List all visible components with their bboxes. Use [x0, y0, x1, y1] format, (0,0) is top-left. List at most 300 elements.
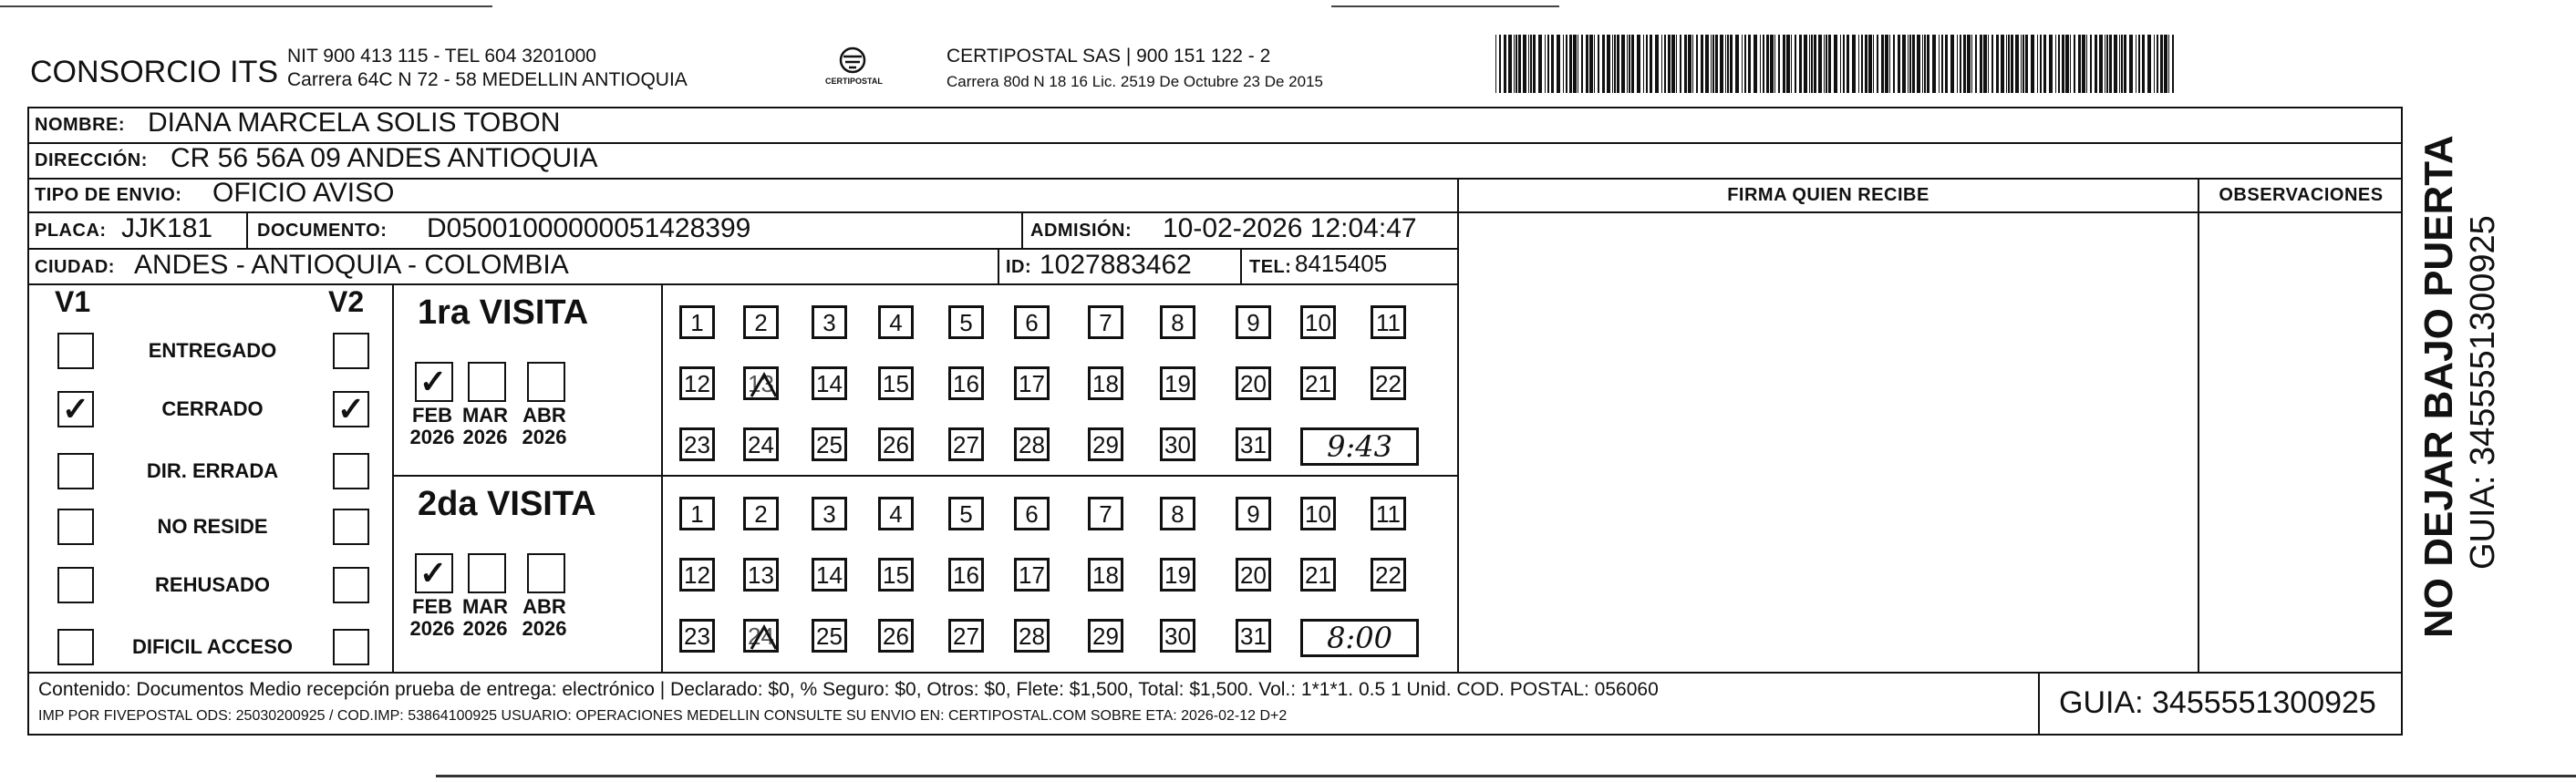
v1-checkbox[interactable] [57, 333, 94, 369]
status-option-label: CERRADO [161, 397, 264, 420]
barcode-bar [1941, 35, 1943, 93]
barcode-bar [2121, 35, 2123, 93]
first-visit-day-box[interactable]: 25 [812, 427, 847, 461]
first-visit-day-strike [746, 369, 781, 403]
second-visit-day-box[interactable]: 20 [1236, 558, 1271, 592]
second-visit-day-box[interactable]: 26 [878, 619, 914, 653]
barcode-bar [1612, 35, 1613, 93]
first-visit-month-checkbox[interactable] [468, 362, 506, 402]
barcode-bar [1763, 35, 1764, 93]
first-visit-day-box[interactable]: 11 [1371, 305, 1406, 339]
first-visit-day-box[interactable]: 29 [1088, 427, 1123, 461]
first-visit-day-box[interactable]: 26 [878, 427, 914, 461]
first-visit-day-box[interactable]: 10 [1300, 305, 1336, 339]
barcode-bar [1528, 35, 1529, 93]
barcode-bar [1754, 35, 1757, 93]
first-visit-year-label: 2026 [522, 426, 567, 448]
second-visit-day-box[interactable]: 7 [1088, 497, 1123, 530]
barcode-bar [2090, 35, 2092, 93]
barcode-bar [2109, 35, 2112, 93]
second-visit-day-box[interactable]: 4 [878, 497, 914, 530]
barcode-bar [1569, 35, 1572, 93]
barcode-bar [1516, 35, 1517, 93]
barcode-bar [1730, 35, 1733, 93]
first-visit-day-box[interactable]: 1 [679, 305, 715, 339]
barcode-bar [1945, 35, 1948, 93]
second-visit-day-box[interactable]: 3 [812, 497, 847, 530]
firma-header: FIRMA QUIEN RECIBE [1727, 185, 1929, 205]
barcode-bar [2164, 35, 2167, 93]
first-visit-month-label: MAR [461, 404, 509, 427]
first-visit-year-label: 2026 [409, 426, 455, 448]
barcode-bar [1508, 35, 1512, 93]
barcode-bar [2168, 35, 2169, 93]
barcode-bar [2021, 35, 2022, 93]
partner-line2: Carrera 80d N 18 16 Lic. 2519 De Octubre 23 De 2015 [947, 73, 1323, 90]
second-visit-day-box[interactable]: 31 [1236, 619, 1271, 653]
barcode-bar [1865, 35, 1867, 93]
barcode-bar [1834, 35, 1837, 93]
barcode-bar [1545, 35, 1546, 93]
barcode-bar [1988, 35, 1989, 93]
first-visit-day-box[interactable]: 18 [1088, 366, 1123, 400]
barcode-bar [1688, 35, 1691, 93]
barcode-bar [1963, 35, 1966, 93]
barcode-bar [1602, 35, 1605, 93]
barcode-bar [1627, 35, 1628, 93]
barcode-bar [2099, 35, 2103, 93]
first-visit-day-box[interactable]: 14 [812, 366, 847, 400]
barcode-bar [1783, 35, 1785, 93]
ciudad-value: ANDES - ANTIOQUIA - COLOMBIA [134, 250, 569, 280]
barcode-bar [1684, 35, 1687, 93]
barcode-bar [1631, 35, 1634, 93]
barcode-bar [2065, 35, 2069, 93]
tel-label: TEL: [1249, 257, 1292, 277]
barcode-bar [2124, 35, 2126, 93]
barcode-bar [1692, 35, 1693, 93]
barcode-bar [1791, 35, 1792, 93]
barcode-bar [2040, 35, 2042, 93]
second-visit-day-box[interactable]: 11 [1371, 497, 1406, 530]
barcode-bar [1586, 35, 1588, 93]
footer-line2: IMP POR FIVEPOSTAL ODS: 25030200925 / COD.IMP: 53864100925 USUARIO: OPERACIONES MEDELLIN CONSULTE SU ENVIO EN: CERTIPOSTAL.COM SOBRE ETA: 2026-02-12 D+2 [38, 708, 1288, 724]
barcode-bar [1533, 35, 1536, 93]
barcode-bar [1809, 35, 1810, 93]
barcode-bar [2138, 35, 2140, 93]
second-visit-day-strike [746, 622, 781, 655]
barcode-bar [1950, 35, 1954, 93]
certipostal-logo [825, 44, 883, 95]
second-visit-month-checkbox[interactable] [527, 553, 565, 593]
barcode-bar [1881, 35, 1884, 93]
second-visit-day-box[interactable]: 16 [948, 558, 984, 592]
barcode-bar [1573, 35, 1577, 93]
second-visit-month-label: MAR [461, 595, 509, 618]
barcode-bar [1843, 35, 1845, 93]
barcode-bar [1847, 35, 1849, 93]
first-visit-day-box[interactable]: 21 [1300, 366, 1336, 400]
first-visit-day-box[interactable]: 20 [1236, 366, 1271, 400]
second-visit-year-label: 2026 [462, 617, 508, 640]
direccion-value: CR 56 56A 09 ANDES ANTIOQUIA [171, 143, 598, 173]
barcode-bar [1770, 35, 1774, 93]
first-visit-month-label: FEB [412, 404, 452, 427]
barcode-bar [1957, 35, 1958, 93]
barcode-bar [1715, 35, 1718, 93]
first-visit-day-box[interactable]: 23 [679, 427, 715, 461]
barcode-bar [1824, 35, 1825, 93]
second-visit-day-box[interactable]: 14 [812, 558, 847, 592]
first-visit-day-box[interactable]: 27 [948, 427, 984, 461]
barcode-bar [2001, 35, 2004, 93]
second-visit-day-box[interactable]: 22 [1371, 558, 1406, 592]
barcode-bar [2082, 35, 2085, 93]
second-visit-month-label: ABR [522, 595, 566, 618]
barcode-bar [1760, 35, 1761, 93]
barcode-bar [2037, 35, 2038, 93]
first-visit-day-box[interactable]: 15 [878, 366, 914, 400]
placa-value: JJK181 [121, 213, 213, 243]
second-visit-day-box[interactable]: 28 [1014, 619, 1050, 653]
first-visit-day-box[interactable]: 19 [1160, 366, 1195, 400]
barcode-bar [1799, 35, 1802, 93]
barcode-bar [1924, 35, 1926, 93]
barcode-bar [1712, 35, 1714, 93]
first-visit-day-box[interactable]: 9 [1236, 305, 1271, 339]
barcode-bar [1774, 35, 1775, 93]
v1-checkbox[interactable] [57, 453, 94, 489]
barcode-bar [1614, 35, 1616, 93]
barcode-bar [1885, 35, 1888, 93]
admision-value: 10-02-2026 12:04:47 [1163, 213, 1417, 243]
barcode-bar [2172, 35, 2174, 93]
company-nit: NIT 900 413 115 - TEL 604 3201000 [287, 46, 596, 67]
second-visit-day-box[interactable]: 30 [1160, 619, 1195, 653]
barcode-bar [1646, 35, 1648, 93]
first-visit-day-box[interactable]: 2 [743, 305, 779, 339]
v1-checkbox[interactable] [57, 567, 94, 603]
footer-guia: GUIA: 3455551300925 [2059, 685, 2376, 720]
barcode-bar [2157, 35, 2158, 93]
barcode-bar [1927, 35, 1929, 93]
second-visit-year-label: 2026 [409, 617, 455, 640]
second-visit-day-box[interactable]: 1 [679, 497, 715, 530]
first-visit-day-box[interactable]: 4 [878, 305, 914, 339]
barcode-bar [1811, 35, 1813, 93]
barcode-bar [1902, 35, 1906, 93]
barcode-bar [1795, 35, 1796, 93]
first-visit-day-box[interactable]: 5 [948, 305, 984, 339]
barcode-bar [1828, 35, 1831, 93]
barcode-bar [2049, 35, 2053, 93]
barcode-bar [2078, 35, 2081, 93]
barcode-bar [1566, 35, 1567, 93]
barcode-bar [2011, 35, 2013, 93]
barcode-bar [1514, 35, 1515, 93]
v1-checkbox[interactable] [57, 509, 94, 545]
barcode-bar [1504, 35, 1506, 93]
barcode-bar [1725, 35, 1726, 93]
tipo-envio-label: TIPO DE ENVIO: [35, 185, 182, 205]
second-visit-year-label: 2026 [522, 617, 567, 640]
first-visit-day-box[interactable]: 12 [679, 366, 715, 400]
second-visit-day-box[interactable]: 8 [1160, 497, 1195, 530]
barcode-bar [1909, 35, 1911, 93]
barcode-bar [2119, 35, 2120, 93]
barcode-bar [1518, 35, 1521, 93]
barcode-bar [2023, 35, 2024, 93]
barcode-bar [1711, 35, 1712, 93]
barcode-bar [1607, 35, 1610, 93]
barcode-bar [2055, 35, 2056, 93]
barcode-bar [1530, 35, 1532, 93]
second-visit-day-box[interactable]: 9 [1236, 497, 1271, 530]
barcode-bar [2058, 35, 2060, 93]
second-visit-day-box[interactable]: 25 [812, 619, 847, 653]
nombre-value: DIANA MARCELA SOLIS TOBON [148, 108, 561, 138]
barcode-bar [1594, 35, 1595, 93]
barcode-bar [1598, 35, 1599, 93]
barcode-bar [2074, 35, 2075, 93]
barcode-bar [1917, 35, 1920, 93]
v1-checkbox[interactable] [57, 629, 94, 665]
barcode-bar [2006, 35, 2007, 93]
barcode-bar [1581, 35, 1583, 93]
barcode-bar [1661, 35, 1662, 93]
first-visit-month-checkbox[interactable] [527, 362, 565, 402]
barcode-bar [1637, 35, 1640, 93]
barcode-bar [2154, 35, 2155, 93]
first-visit-day-box[interactable]: 22 [1371, 366, 1406, 400]
barcode-bar [1983, 35, 1987, 93]
barcode-bar [1727, 35, 1729, 93]
second-visit-day-box[interactable]: 18 [1088, 558, 1123, 592]
barcode-bar [2129, 35, 2133, 93]
direccion-label: DIRECCIÓN: [35, 150, 148, 170]
barcode-bar [1852, 35, 1856, 93]
barcode-bar [2114, 35, 2117, 93]
side-title: NO DEJAR BAJO PUERTA [2416, 135, 2461, 638]
barcode-bar [1778, 35, 1780, 93]
second-visit-day-box[interactable]: 13 [743, 558, 779, 592]
barcode-bar [1786, 35, 1790, 93]
barcode-bar [1680, 35, 1681, 93]
first-visit-day-box[interactable]: 7 [1088, 305, 1123, 339]
barcode-bar [1898, 35, 1900, 93]
barcode-bar [1868, 35, 1872, 93]
barcode-bar [1889, 35, 1890, 93]
tipo-envio-value: OFICIO AVISO [212, 178, 395, 208]
barcode-bar [1877, 35, 1878, 93]
ciudad-label: CIUDAD: [35, 257, 115, 277]
barcode-bar [1668, 35, 1671, 93]
status-option-label: ENTREGADO [148, 339, 277, 362]
barcode-bar [1861, 35, 1863, 93]
second-visit-day-box[interactable]: 21 [1300, 558, 1336, 592]
barcode-bar [1873, 35, 1874, 93]
barcode-bar [1804, 35, 1807, 93]
barcode-bar [1735, 35, 1739, 93]
barcode-bar [1563, 35, 1564, 93]
id-value: 1027883462 [1040, 250, 1192, 280]
barcode-bar [1818, 35, 1822, 93]
barcode-bar [1996, 35, 1999, 93]
first-visit-day-box[interactable]: 17 [1014, 366, 1050, 400]
v2-checkbox[interactable] [333, 629, 369, 665]
barcode [1495, 35, 2179, 93]
second-visit-day-box[interactable]: 19 [1160, 558, 1195, 592]
barcode-bar [1655, 35, 1659, 93]
barcode-bar [1557, 35, 1560, 93]
second-visit-time-box: 8:00 [1300, 619, 1419, 657]
footer-line1: Contenido: Documentos Medio recepción prueba de entrega: electrónico | Declarado: $0, % Seguro: $0, Otros: $0, Flete: $1,500, Total: $1,500. Vol.: 1*1*1. 0.5 1 Unid. COD. POSTAL: 056060 [38, 679, 1659, 700]
status-option-label: DIFICIL ACCESO [131, 635, 293, 658]
barcode-bar [2160, 35, 2163, 93]
first-visit-year-label: 2026 [462, 426, 508, 448]
tel-value: 8415405 [1295, 250, 1388, 277]
v1-check-mark: ✓ [61, 390, 90, 427]
barcode-bar [2086, 35, 2087, 93]
barcode-bar [1975, 35, 1977, 93]
second-visit-day-box[interactable]: 15 [878, 558, 914, 592]
barcode-bar [2095, 35, 2097, 93]
barcode-bar [1980, 35, 1982, 93]
barcode-bar [1547, 35, 1549, 93]
first-visit-day-box[interactable]: 8 [1160, 305, 1195, 339]
second-visit-month-check-mark: ✓ [419, 554, 448, 592]
barcode-bar [1650, 35, 1652, 93]
barcode-bar [1629, 35, 1630, 93]
barcode-bar [1499, 35, 1501, 93]
first-visit-day-box[interactable]: 24 [743, 427, 779, 461]
barcode-bar [1643, 35, 1644, 93]
barcode-bar [1939, 35, 1940, 93]
second-visit-day-box[interactable]: 29 [1088, 619, 1123, 653]
barcode-bar [1922, 35, 1923, 93]
barcode-bar [1621, 35, 1625, 93]
documento-value: D05001000000051428399 [427, 213, 751, 243]
barcode-bar [2147, 35, 2151, 93]
barcode-bar [1538, 35, 1542, 93]
status-option-label: REHUSADO [155, 573, 270, 596]
barcode-bar [1676, 35, 1677, 93]
first-visit-day-box[interactable]: 31 [1236, 427, 1271, 461]
admision-label: ADMISIÓN: [1030, 221, 1133, 241]
barcode-bar [1858, 35, 1859, 93]
v2-label: V2 [328, 285, 365, 318]
first-visit-month-label: ABR [522, 404, 566, 427]
barcode-bar [1495, 35, 1496, 93]
second-visit-day-box[interactable]: 2 [743, 497, 779, 530]
barcode-bar [1932, 35, 1936, 93]
second-visit-day-box[interactable]: 23 [679, 619, 715, 653]
barcode-bar [1742, 35, 1743, 93]
second-visit-day-box[interactable]: 6 [1014, 497, 1050, 530]
second-visit-day-box[interactable]: 27 [948, 619, 984, 653]
barcode-bar [1814, 35, 1816, 93]
v2-checkbox[interactable] [333, 509, 369, 545]
first-visit-day-box[interactable]: 16 [948, 366, 984, 400]
barcode-bar [2142, 35, 2145, 93]
barcode-bar [2062, 35, 2064, 93]
v2-checkbox[interactable] [333, 453, 369, 489]
v2-checkbox[interactable] [333, 333, 369, 369]
first-visit-day-box[interactable]: 13 [743, 366, 779, 400]
second-visit-month-label: FEB [412, 595, 452, 618]
barcode-bar [1826, 35, 1827, 93]
barcode-bar [1551, 35, 1554, 93]
v2-checkbox[interactable] [333, 567, 369, 603]
first-visit-day-box[interactable]: 30 [1160, 427, 1195, 461]
status-option-label: DIR. ERRADA [146, 459, 279, 482]
second-visit-day-box[interactable]: 10 [1300, 497, 1336, 530]
documento-label: DOCUMENTO: [257, 221, 388, 241]
barcode-bar [1589, 35, 1593, 93]
barcode-bar [1912, 35, 1915, 93]
barcode-bar [1967, 35, 1971, 93]
placa-label: PLACA: [35, 221, 107, 241]
barcode-bar [1893, 35, 1895, 93]
barcode-bar [1748, 35, 1751, 93]
v2-check-mark: ✓ [336, 390, 366, 427]
barcode-bar [2008, 35, 2010, 93]
company-address: Carrera 64C N 72 - 58 MEDELLIN ANTIOQUIA [287, 69, 688, 90]
barcode-bar [2043, 35, 2046, 93]
logo-caption: CERTIPOSTAL [825, 77, 883, 86]
barcode-bar [2025, 35, 2028, 93]
nombre-label: NOMBRE: [35, 115, 126, 135]
barcode-bar [1664, 35, 1666, 93]
second-visit-day-box[interactable]: 5 [948, 497, 984, 530]
barcode-bar [2106, 35, 2108, 93]
first-visit-time-box: 9:43 [1300, 427, 1419, 466]
barcode-bar [1840, 35, 1841, 93]
partner-line1: CERTIPOSTAL SAS | 900 151 122 - 2 [947, 46, 1271, 67]
barcode-bar [2070, 35, 2071, 93]
second-visit-day-box[interactable]: 17 [1014, 558, 1050, 592]
second-visit-title: 2da VISITA [418, 485, 596, 523]
id-label: ID: [1006, 257, 1032, 277]
side-guia: GUIA: 3455551300925 [2464, 215, 2502, 570]
second-visit-month-checkbox[interactable] [468, 553, 506, 593]
barcode-bar [1991, 35, 1993, 93]
barcode-bar [1960, 35, 1961, 93]
first-visit-month-check-mark: ✓ [419, 363, 448, 400]
company-name: CONSORCIO ITS [30, 55, 279, 89]
barcode-bar [2031, 35, 2034, 93]
barcode-bar [1701, 35, 1703, 93]
second-visit-day-box[interactable]: 24 [743, 619, 779, 653]
first-visit-day-box[interactable]: 6 [1014, 305, 1050, 339]
barcode-bar [1705, 35, 1709, 93]
barcode-bar [1617, 35, 1619, 93]
first-visit-title: 1ra VISITA [418, 293, 589, 332]
second-visit-day-box[interactable]: 12 [679, 558, 715, 592]
barcode-bar [1696, 35, 1698, 93]
barcode-bar [2015, 35, 2019, 93]
barcode-bar [1671, 35, 1675, 93]
first-visit-day-box[interactable]: 28 [1014, 427, 1050, 461]
barcode-bar [1720, 35, 1723, 93]
observaciones-header: OBSERVACIONES [2219, 185, 2384, 205]
barcode-bar [1971, 35, 1972, 93]
barcode-bar [1523, 35, 1526, 93]
v1-label: V1 [55, 285, 91, 318]
barcode-bar [1908, 35, 1909, 93]
first-visit-day-box[interactable]: 3 [812, 305, 847, 339]
barcode-bar [1766, 35, 1769, 93]
